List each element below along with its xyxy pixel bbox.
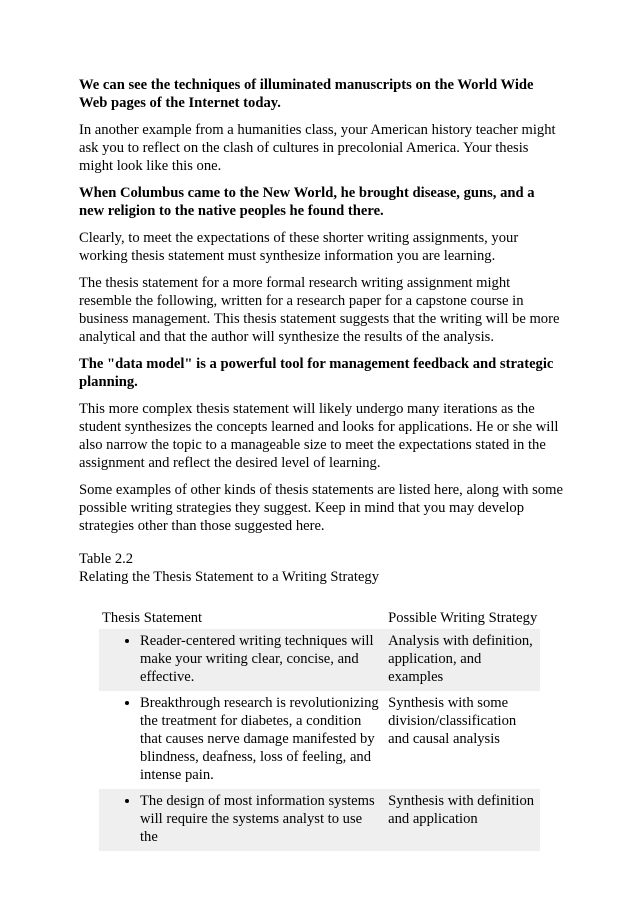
table-row bbox=[99, 629, 540, 691]
thesis-cell bbox=[99, 691, 385, 789]
paragraph-history-example: In another example from a humanities class, your American history teacher might ask you to reflect on the clash of cultures in precolonial America. Your thesis might look like this one. bbox=[79, 122, 556, 174]
table-row bbox=[99, 789, 540, 851]
thesis-cell bbox=[99, 789, 385, 851]
strategy-cell: Synthesis with some division/classification and causal analysis bbox=[388, 695, 517, 747]
document-body bbox=[79, 76, 563, 851]
paragraph-shorter-assignments: Clearly, to meet the expectations of these shorter writing assignments, your working thesis statement must synthesize information you are learning. bbox=[79, 230, 519, 264]
paragraph-formal-research: The thesis statement for a more formal research writing assignment might resemble the following, written for a research paper for a capstone course in business management. This thesis statement suggests that the writing will be more analytical and that the author will synthesize the results of the analysis. bbox=[79, 275, 560, 345]
thesis-bullet-item: • Reader-centered writing techniques will make your writing clear, concise, and effective. bbox=[140, 632, 383, 686]
thesis-strategy-table bbox=[99, 605, 540, 851]
thesis-example-manuscripts: We can see the techniques of illuminated manuscripts on the World Wide Web pages of the Internet today. bbox=[79, 77, 534, 111]
table-row bbox=[99, 691, 540, 789]
table-number: Table 2.2 bbox=[79, 551, 134, 567]
thesis-example-data-model: The "data model" is a powerful tool for management feedback and strategic planning. bbox=[79, 356, 554, 390]
thesis-bullet-item: • Breakthrough research is revolutionizing the treatment for diabetes, a condition that causes nerve damage manifested by blindness, deafness, loss of feeling, and intense pain. bbox=[140, 694, 383, 784]
paragraph-complex-thesis: This more complex thesis statement will likely undergo many iterations as the student synthesizes the concepts learned and looks for applications. He or she will also narrow the topic to a manageable size to meet the expectations stated in the assignment and reflect the desired level of learning. bbox=[79, 401, 559, 471]
strategy-cell: Synthesis with definition and application bbox=[385, 789, 540, 851]
paragraph-other-examples: Some examples of other kinds of thesis statements are listed here, along with some possible writing strategies they suggest. Keep in mind that you may develop strategies other than those suggested here. bbox=[79, 482, 563, 534]
table-title: Relating the Thesis Statement to a Writing Strategy bbox=[79, 569, 380, 585]
table-header-row bbox=[99, 605, 540, 629]
thesis-bullet-item: • The design of most information systems will require the systems analyst to use the bbox=[140, 792, 383, 846]
strategy-cell: Analysis with definition, application, and examples bbox=[385, 629, 540, 691]
thesis-cell bbox=[99, 629, 385, 691]
header-writing-strategy: Possible Writing Strategy bbox=[388, 610, 538, 626]
thesis-example-columbus: When Columbus came to the New World, he brought disease, guns, and a new religion to the native peoples he found there. bbox=[79, 185, 535, 219]
header-thesis-statement: Thesis Statement bbox=[102, 610, 203, 626]
